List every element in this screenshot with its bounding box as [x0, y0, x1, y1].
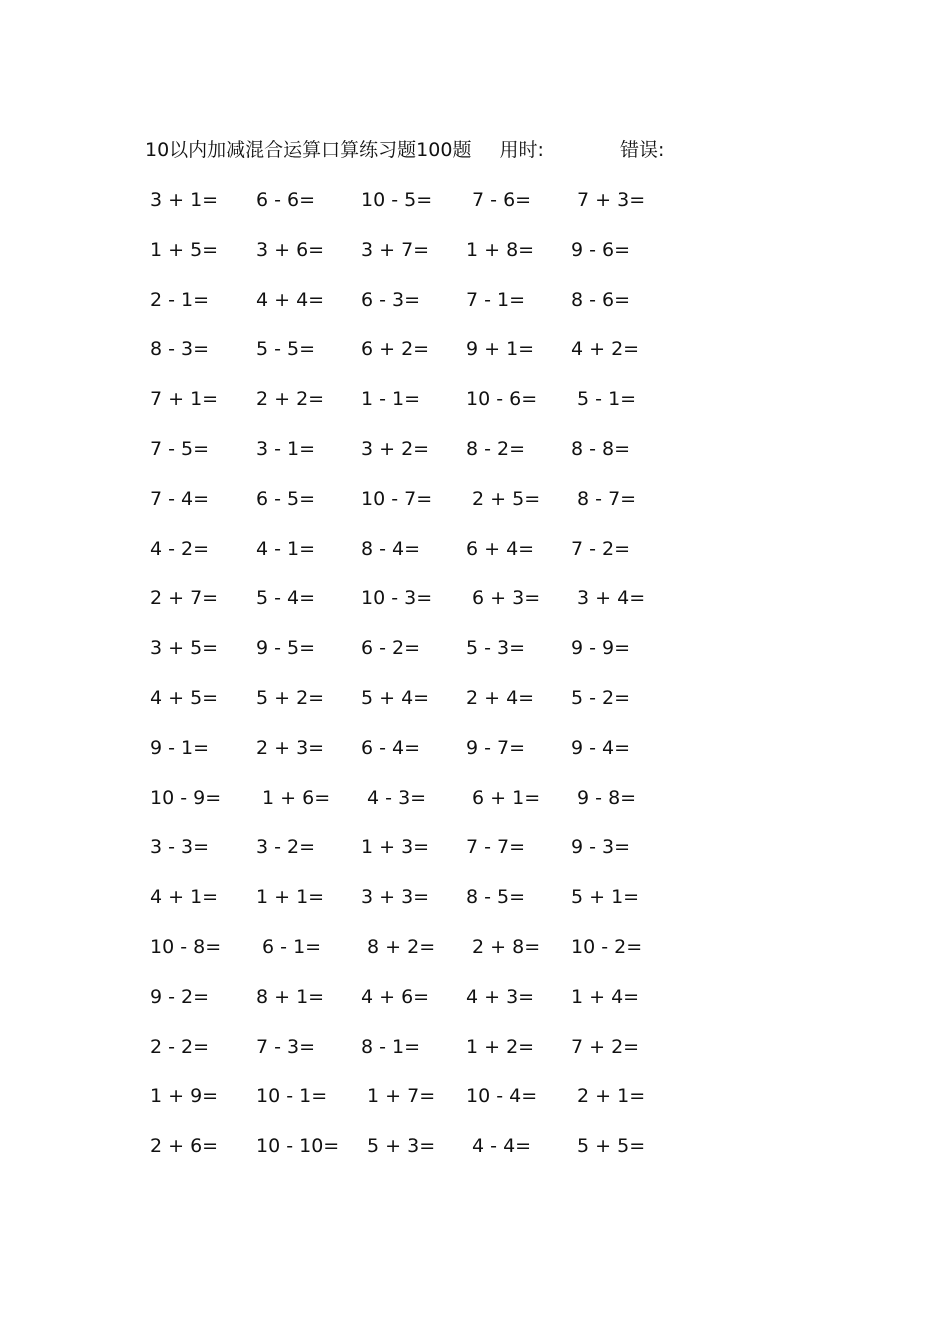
problem-item: 6 - 6=	[256, 189, 316, 211]
problem-item: 4 + 6=	[361, 985, 430, 1008]
problem-item: 10 - 10=	[256, 1135, 340, 1158]
problem-row	[150, 186, 710, 236]
problem-item: 5 - 3=	[466, 637, 526, 660]
problem-item: 7 - 4=	[150, 487, 210, 510]
problem-item: 9 - 2=	[150, 985, 210, 1008]
problem-item: 2 + 2=	[256, 388, 325, 411]
problem-item: 5 + 2=	[256, 686, 325, 709]
problem-item: 7 + 3=	[571, 189, 646, 211]
problem-item: 3 + 5=	[150, 637, 219, 660]
problem-row	[150, 883, 710, 933]
problem-row	[150, 236, 710, 286]
problem-item: 3 + 6=	[256, 238, 325, 261]
problem-item: 6 + 4=	[466, 537, 535, 560]
problem-item: 4 + 2=	[571, 338, 640, 361]
worksheet-header	[145, 136, 664, 164]
problem-item: 7 - 7=	[466, 836, 526, 859]
problem-item: 9 - 6=	[571, 238, 631, 261]
problem-item: 2 + 7=	[150, 587, 219, 610]
problem-item: 4 - 1=	[256, 537, 316, 560]
problem-item: 9 + 1=	[466, 338, 535, 361]
problem-item: 5 - 1=	[571, 388, 637, 411]
problem-item: 10 - 7=	[361, 487, 433, 510]
problem-item: 1 - 1=	[361, 388, 421, 411]
problem-item: 4 - 2=	[150, 537, 210, 560]
problem-item: 4 - 4=	[466, 1135, 532, 1158]
problem-item: 4 + 3=	[466, 985, 535, 1008]
problem-row	[150, 933, 710, 983]
problem-item: 7 + 1=	[150, 388, 219, 411]
problem-item: 3 - 3=	[150, 836, 210, 859]
problem-item: 3 + 2=	[361, 437, 430, 460]
problem-row	[150, 286, 710, 336]
problem-item: 9 - 4=	[571, 736, 631, 759]
problem-item: 3 - 2=	[256, 836, 316, 859]
problem-item: 9 - 8=	[571, 786, 637, 809]
worksheet-title: 10以内加减混合运算口算练习题100题	[145, 139, 472, 161]
problem-item: 8 - 5=	[466, 886, 526, 909]
problem-item: 1 + 4=	[571, 985, 640, 1008]
problem-item: 1 + 5=	[150, 238, 219, 261]
problem-item: 9 - 7=	[466, 736, 526, 759]
problem-item: 2 + 8=	[466, 935, 541, 958]
problem-item: 7 + 2=	[571, 1035, 640, 1058]
problem-item: 8 - 1=	[361, 1035, 421, 1058]
problem-item: 8 - 6=	[571, 288, 631, 311]
problem-item: 7 - 3=	[256, 1035, 316, 1058]
problem-item: 4 + 5=	[150, 686, 219, 709]
problem-item: 2 + 1=	[571, 1085, 646, 1108]
problem-item: 10 - 8=	[150, 935, 222, 958]
problem-row	[150, 535, 710, 585]
problem-item: 5 - 2=	[571, 686, 631, 709]
problem-item: 6 - 1=	[256, 935, 322, 958]
problem-item: 3 + 1=	[150, 189, 219, 211]
problem-item: 5 - 4=	[256, 587, 316, 610]
problem-item: 2 + 4=	[466, 686, 535, 709]
problem-row	[150, 734, 710, 784]
problem-item: 8 - 2=	[466, 437, 526, 460]
problem-item: 7 - 2=	[571, 537, 631, 560]
problem-row	[150, 335, 710, 385]
problem-item: 9 - 3=	[571, 836, 631, 859]
problem-item: 1 + 1=	[256, 886, 325, 909]
problem-item: 8 + 1=	[256, 985, 325, 1008]
problem-item: 5 + 4=	[361, 686, 430, 709]
problem-row	[150, 1132, 710, 1182]
problem-item: 6 + 3=	[466, 587, 541, 610]
problem-item: 1 + 8=	[466, 238, 535, 261]
problem-item: 6 - 5=	[256, 487, 316, 510]
problem-item: 3 + 3=	[361, 886, 430, 909]
problem-item: 1 + 6=	[256, 786, 331, 809]
problem-item: 2 + 5=	[466, 487, 541, 510]
problem-item: 2 + 3=	[256, 736, 325, 759]
problem-row	[150, 435, 710, 485]
problem-item: 4 - 3=	[361, 786, 427, 809]
problem-item: 10 - 3=	[361, 587, 433, 610]
problem-item: 4 + 1=	[150, 886, 219, 909]
problem-item: 10 - 5=	[361, 189, 433, 211]
problem-item: 2 + 6=	[150, 1135, 219, 1158]
problem-item: 8 - 8=	[571, 437, 631, 460]
problem-item: 2 - 1=	[150, 288, 210, 311]
problem-item: 6 + 1=	[466, 786, 541, 809]
problem-item: 7 - 5=	[150, 437, 210, 460]
problem-item: 6 - 3=	[361, 288, 421, 311]
problem-item: 10 - 9=	[150, 786, 222, 809]
problem-item: 10 - 4=	[466, 1085, 538, 1108]
problem-item: 1 + 3=	[361, 836, 430, 859]
problem-item: 2 - 2=	[150, 1035, 210, 1058]
problem-grid	[150, 186, 710, 1182]
problem-row	[150, 1033, 710, 1083]
problem-item: 9 - 5=	[256, 637, 316, 660]
problem-item: 1 + 7=	[361, 1085, 436, 1108]
problem-row	[150, 784, 710, 834]
problem-item: 10 - 1=	[256, 1085, 328, 1108]
problem-item: 3 - 1=	[256, 437, 316, 460]
problem-item: 10 - 2=	[571, 935, 643, 958]
problem-item: 8 - 7=	[571, 487, 637, 510]
problem-item: 9 - 1=	[150, 736, 210, 759]
errors-label: 错误:	[619, 139, 665, 161]
problem-item: 8 + 2=	[361, 935, 436, 958]
problem-row	[150, 385, 710, 435]
problem-item: 5 + 5=	[571, 1135, 646, 1158]
problem-item: 5 + 1=	[571, 886, 640, 909]
problem-item: 6 - 4=	[361, 736, 421, 759]
problem-item: 3 + 4=	[571, 587, 646, 610]
problem-row	[150, 634, 710, 684]
problem-row	[150, 485, 710, 535]
problem-item: 7 - 1=	[466, 288, 526, 311]
problem-item: 3 + 7=	[361, 238, 430, 261]
problem-row	[150, 684, 710, 734]
problem-item: 5 - 5=	[256, 338, 316, 361]
problem-item: 10 - 6=	[466, 388, 538, 411]
problem-item: 4 + 4=	[256, 288, 325, 311]
problem-item: 8 - 3=	[150, 338, 210, 361]
problem-row	[150, 983, 710, 1033]
problem-item: 1 + 9=	[150, 1085, 219, 1108]
problem-row	[150, 1082, 710, 1132]
problem-item: 8 - 4=	[361, 537, 421, 560]
time-label: 用时:	[499, 139, 544, 161]
problem-item: 7 - 6=	[466, 189, 532, 211]
problem-item: 6 - 2=	[361, 637, 421, 660]
problem-item: 9 - 9=	[571, 637, 631, 660]
problem-row	[150, 584, 710, 634]
problem-item: 1 + 2=	[466, 1035, 535, 1058]
problem-item: 5 + 3=	[361, 1135, 436, 1158]
problem-item: 6 + 2=	[361, 338, 430, 361]
problem-row	[150, 833, 710, 883]
